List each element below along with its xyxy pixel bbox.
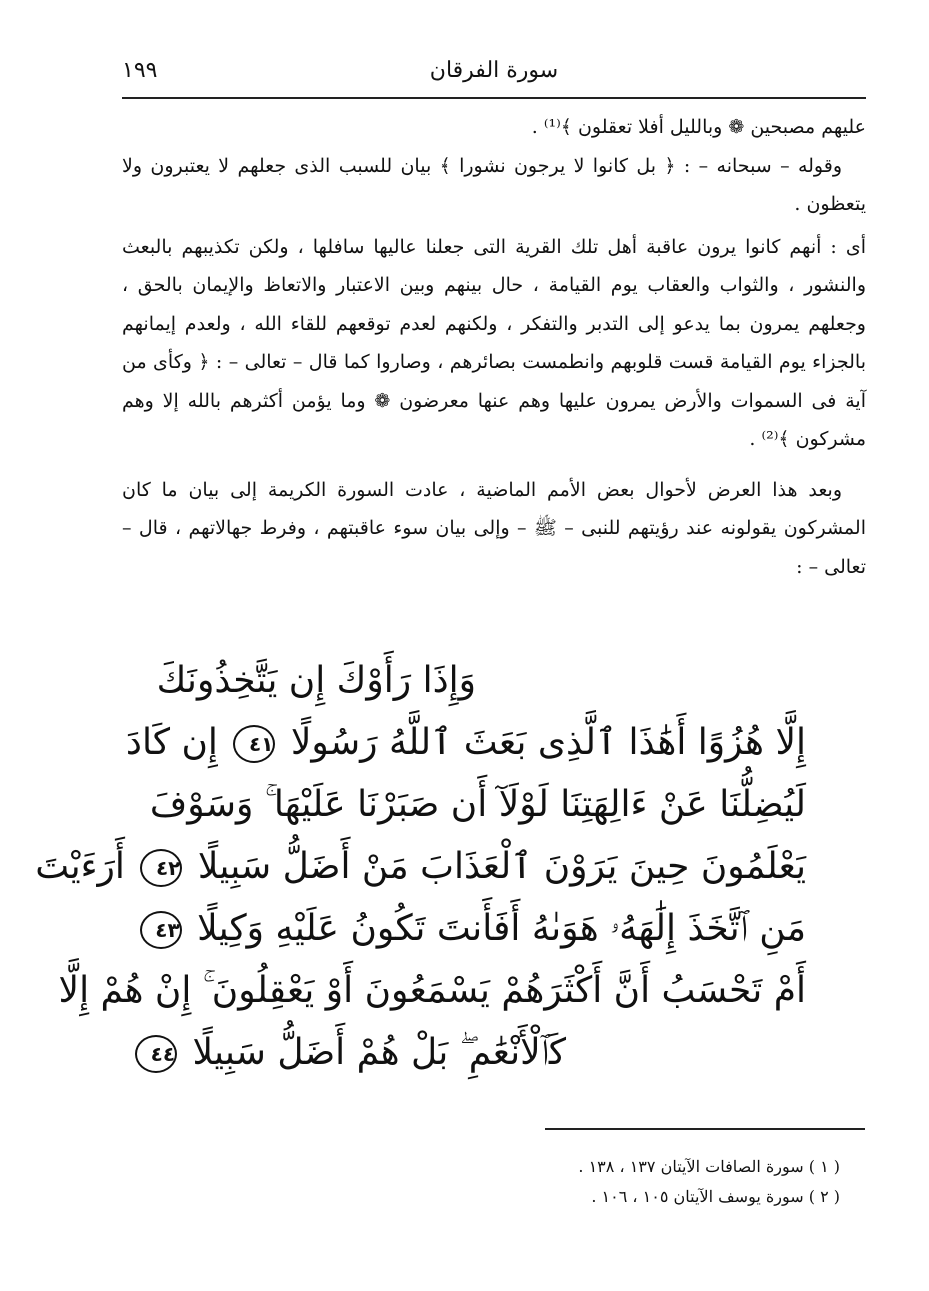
surah-title: سورة الفرقان	[429, 58, 559, 83]
footnote-2: ( ٢ ) سورة يوسف الآيتان ١٠٥ ، ١٠٦ .	[591, 1187, 840, 1206]
verse-text: كَٱلْأَنْعَٰمِ ۖ بَلْ هُمْ أَضَلُّ سَبِيلًا	[192, 1032, 566, 1073]
verse-line	[125, 712, 806, 774]
verse-line	[150, 1022, 806, 1084]
footnote-1: ( ١ ) سورة الصافات الآيتان ١٣٧ ، ١٣٨ .	[578, 1157, 840, 1176]
verse-line	[156, 650, 806, 712]
verse-line	[58, 960, 806, 1022]
verse-text: إِن كَادَ	[125, 722, 218, 763]
verse-text: أَرَءَيْتَ	[35, 846, 125, 887]
header-divider	[122, 97, 866, 99]
verse-text: وَإِذَا رَأَوْكَ إِن يَتَّخِذُونَكَ	[156, 660, 476, 701]
verse-line	[35, 836, 806, 898]
paragraph-4: وبعد هذا العرض لأحوال بعض الأمم الماضية ، عادت السورة الكريمة إلى بيان ما كان المشركون يقولونه عند رؤيتهم للنبى – ﷺ – وإلى بيان سوء عاقبتهم ، وفرط جهالاتهم ، قال – تعالى – :	[122, 478, 866, 578]
page-number: ١٩٩	[122, 58, 158, 83]
quran-verses	[35, 650, 806, 1084]
verse-text: أَمْ تَحْسَبُ أَنَّ أَكْثَرَهُمْ يَسْمَعُونَ أَوْ يَعْقِلُونَ ۚ إِنْ هُمْ إِلَّا	[58, 970, 806, 1011]
footnotes	[400, 1152, 840, 1212]
ayah-number-marker: ٤٤	[135, 1035, 177, 1073]
paragraph-2: وقوله – سبحانه – : ﴿ بل كانوا لا يرجون نشورا ﴾ بيان للسبب الذى جعلهم لا يعتبرون ولا يتعظون .	[122, 154, 866, 215]
footnote-divider	[545, 1128, 865, 1130]
paragraph-3: أى : أنهم كانوا يرون عاقبة أهل تلك القرية التى جعلنا عاليها سافلها ، ولكن تكذيبهم بالبعث والنشور ، والثواب والعقاب يوم القيامة ، حال بينهم وبين الاعتبار والاتعاظ والإيمان بالحق ، وجعلهم يمرون بما يدعو إلى التدبر والتفكر ، ولكنهم لعدم توقعهم للقاء الله ، ولعدم إيمانهم بالجزاء يوم القيامة قست قلوبهم وانطمست بصائرهم ، وصاروا كما قال – تعالى – : ﴿ وكأى من آية فى السموات والأرض يمرون عليها وهم عنها معرضون ❁ وما يؤمن أكثرهم بالله إلا وهم مشركون ﴾⁽²⁾ .	[122, 235, 866, 450]
ayah-number-marker: ٤٣	[140, 911, 182, 949]
verse-line	[149, 774, 806, 836]
ayah-number-marker: ٤٢	[140, 849, 182, 887]
verse-text: لَيُضِلُّنَا عَنْ ءَالِهَتِنَا لَوْلَآ أَن صَبَرْنَا عَلَيْهَا ۚ وَسَوْفَ	[149, 784, 806, 825]
verse-text: إِلَّا هُزُوًا أَهَٰذَا ٱلَّذِى بَعَثَ ٱللَّهُ رَسُولًا	[290, 722, 806, 763]
verse-text: يَعْلَمُونَ حِينَ يَرَوْنَ ٱلْعَذَابَ مَنْ أَضَلُّ سَبِيلًا	[197, 846, 806, 887]
paragraph-1: عليهم مصبحين ❁ وبالليل أفلا تعقلون ﴾⁽¹⁾ .	[531, 116, 866, 138]
verse-text: مَنِ ٱتَّخَذَ إِلَٰهَهُۥ هَوَىٰهُ أَفَأَنتَ تَكُونُ عَلَيْهِ وَكِيلًا	[197, 908, 806, 949]
page-header	[122, 52, 866, 100]
verse-line	[155, 898, 806, 960]
ayah-number-marker: ٤١	[233, 725, 275, 763]
commentary-text	[122, 108, 866, 586]
